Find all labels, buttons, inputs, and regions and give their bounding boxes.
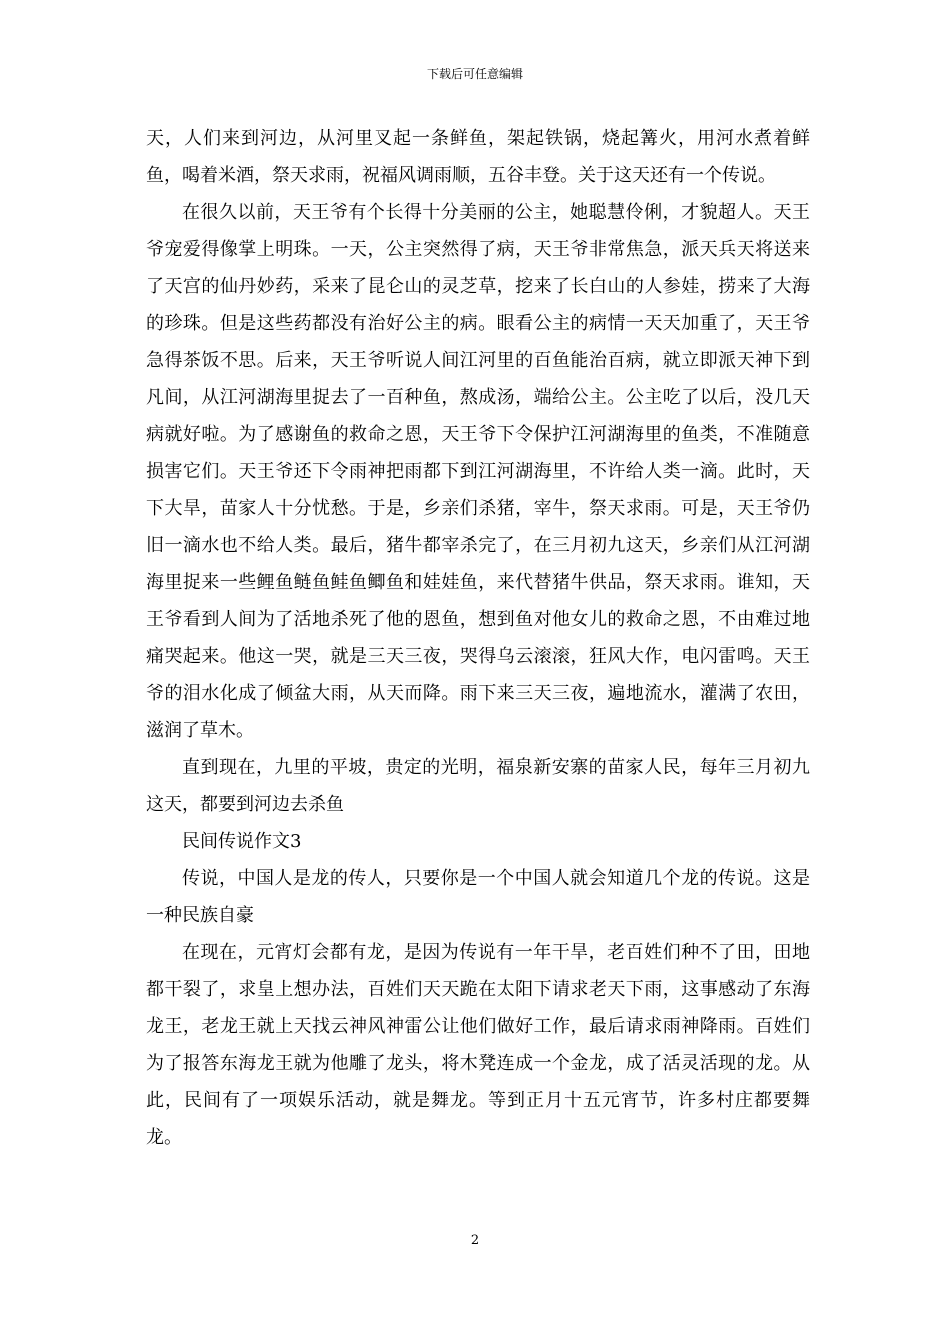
document-body (146, 120, 810, 1156)
paragraph: 在很久以前，天王爷有个长得十分美丽的公主，她聪慧伶俐，才貌超人。天王爷宠爱得像掌上明珠。一天，公主突然得了病，天王爷非常焦急，派天兵天将送来了天宫的仙丹妙药，采来了昆仑山的灵芝草，挖来了长白山的人参娃，捞来了大海的珍珠。但是这些药都没有治好公主的病。眼看公主的病情一天天加重了，天王爷急得茶饭不思。后来，天王爷听说人间江河里的百鱼能治百病，就立即派天神下到凡间，从江河湖海里捉去了一百种鱼，熬成汤，端给公主。公主吃了以后，没几天病就好啦。为了感谢鱼的救命之恩，天王爷下令保护江河湖海里的鱼类，不准随意损害它们。天王爷还下令雨神把雨都下到江河湖海里，不许给人类一滴。此时，天下大旱，苗家人十分忧愁。于是，乡亲们杀猪，宰牛，祭天求雨。可是，天王爷仍旧一滴水也不给人类。最后，猪牛都宰杀完了，在三月初九这天，乡亲们从江河湖海里捉来一些鲤鱼鲢鱼鲑鱼鲫鱼和娃娃鱼，来代替猪牛供品，祭天求雨。谁知，天王爷看到人间为了活地杀死了他的恩鱼，想到鱼对他女儿的救命之恩，不由难过地痛哭起来。他这一哭，就是三天三夜，哭得乌云滚滚，狂风大作，电闪雷鸣。天王爷的泪水化成了倾盆大雨，从天而降。雨下来三天三夜，遍地流水，灌满了农田，滋润了草木。 (146, 202, 810, 741)
paragraph: 直到现在，九里的平坡，贵定的光明，福泉新安寨的苗家人民，每年三月初九这天，都要到河边去杀鱼 (146, 757, 810, 815)
paragraph: 在现在，元宵灯会都有龙，是因为传说有一年干旱，老百姓们种不了田，田地都干裂了，求皇上想办法，百姓们天天跪在太阳下请求老天下雨，这事感动了东海龙王，老龙王就上天找云神风神雷公让他们做好工作，最后请求雨神降雨。百姓们为了报答东海龙王就为他雕了龙头，将木凳连成一个金龙，成了活灵活现的龙。从此，民间有了一项娱乐活动，就是舞龙。等到正月十五元宵节，许多村庄都要舞龙。 (146, 942, 810, 1148)
section-heading: 民间传说作文3 (182, 831, 302, 852)
paragraph: 传说，中国人是龙的传人，只要你是一个中国人就会知道几个龙的传说。这是一种民族自豪 (146, 868, 810, 926)
page-number: 2 (470, 1233, 480, 1248)
paragraph: 天，人们来到河边，从河里叉起一条鲜鱼，架起铁锅，烧起篝火，用河水煮着鲜鱼，喝着米酒，祭天求雨，祝福风调雨顺，五谷丰登。关于这天还有一个传说。 (146, 128, 810, 186)
page-header: 下载后可任意编辑 (426, 67, 523, 81)
